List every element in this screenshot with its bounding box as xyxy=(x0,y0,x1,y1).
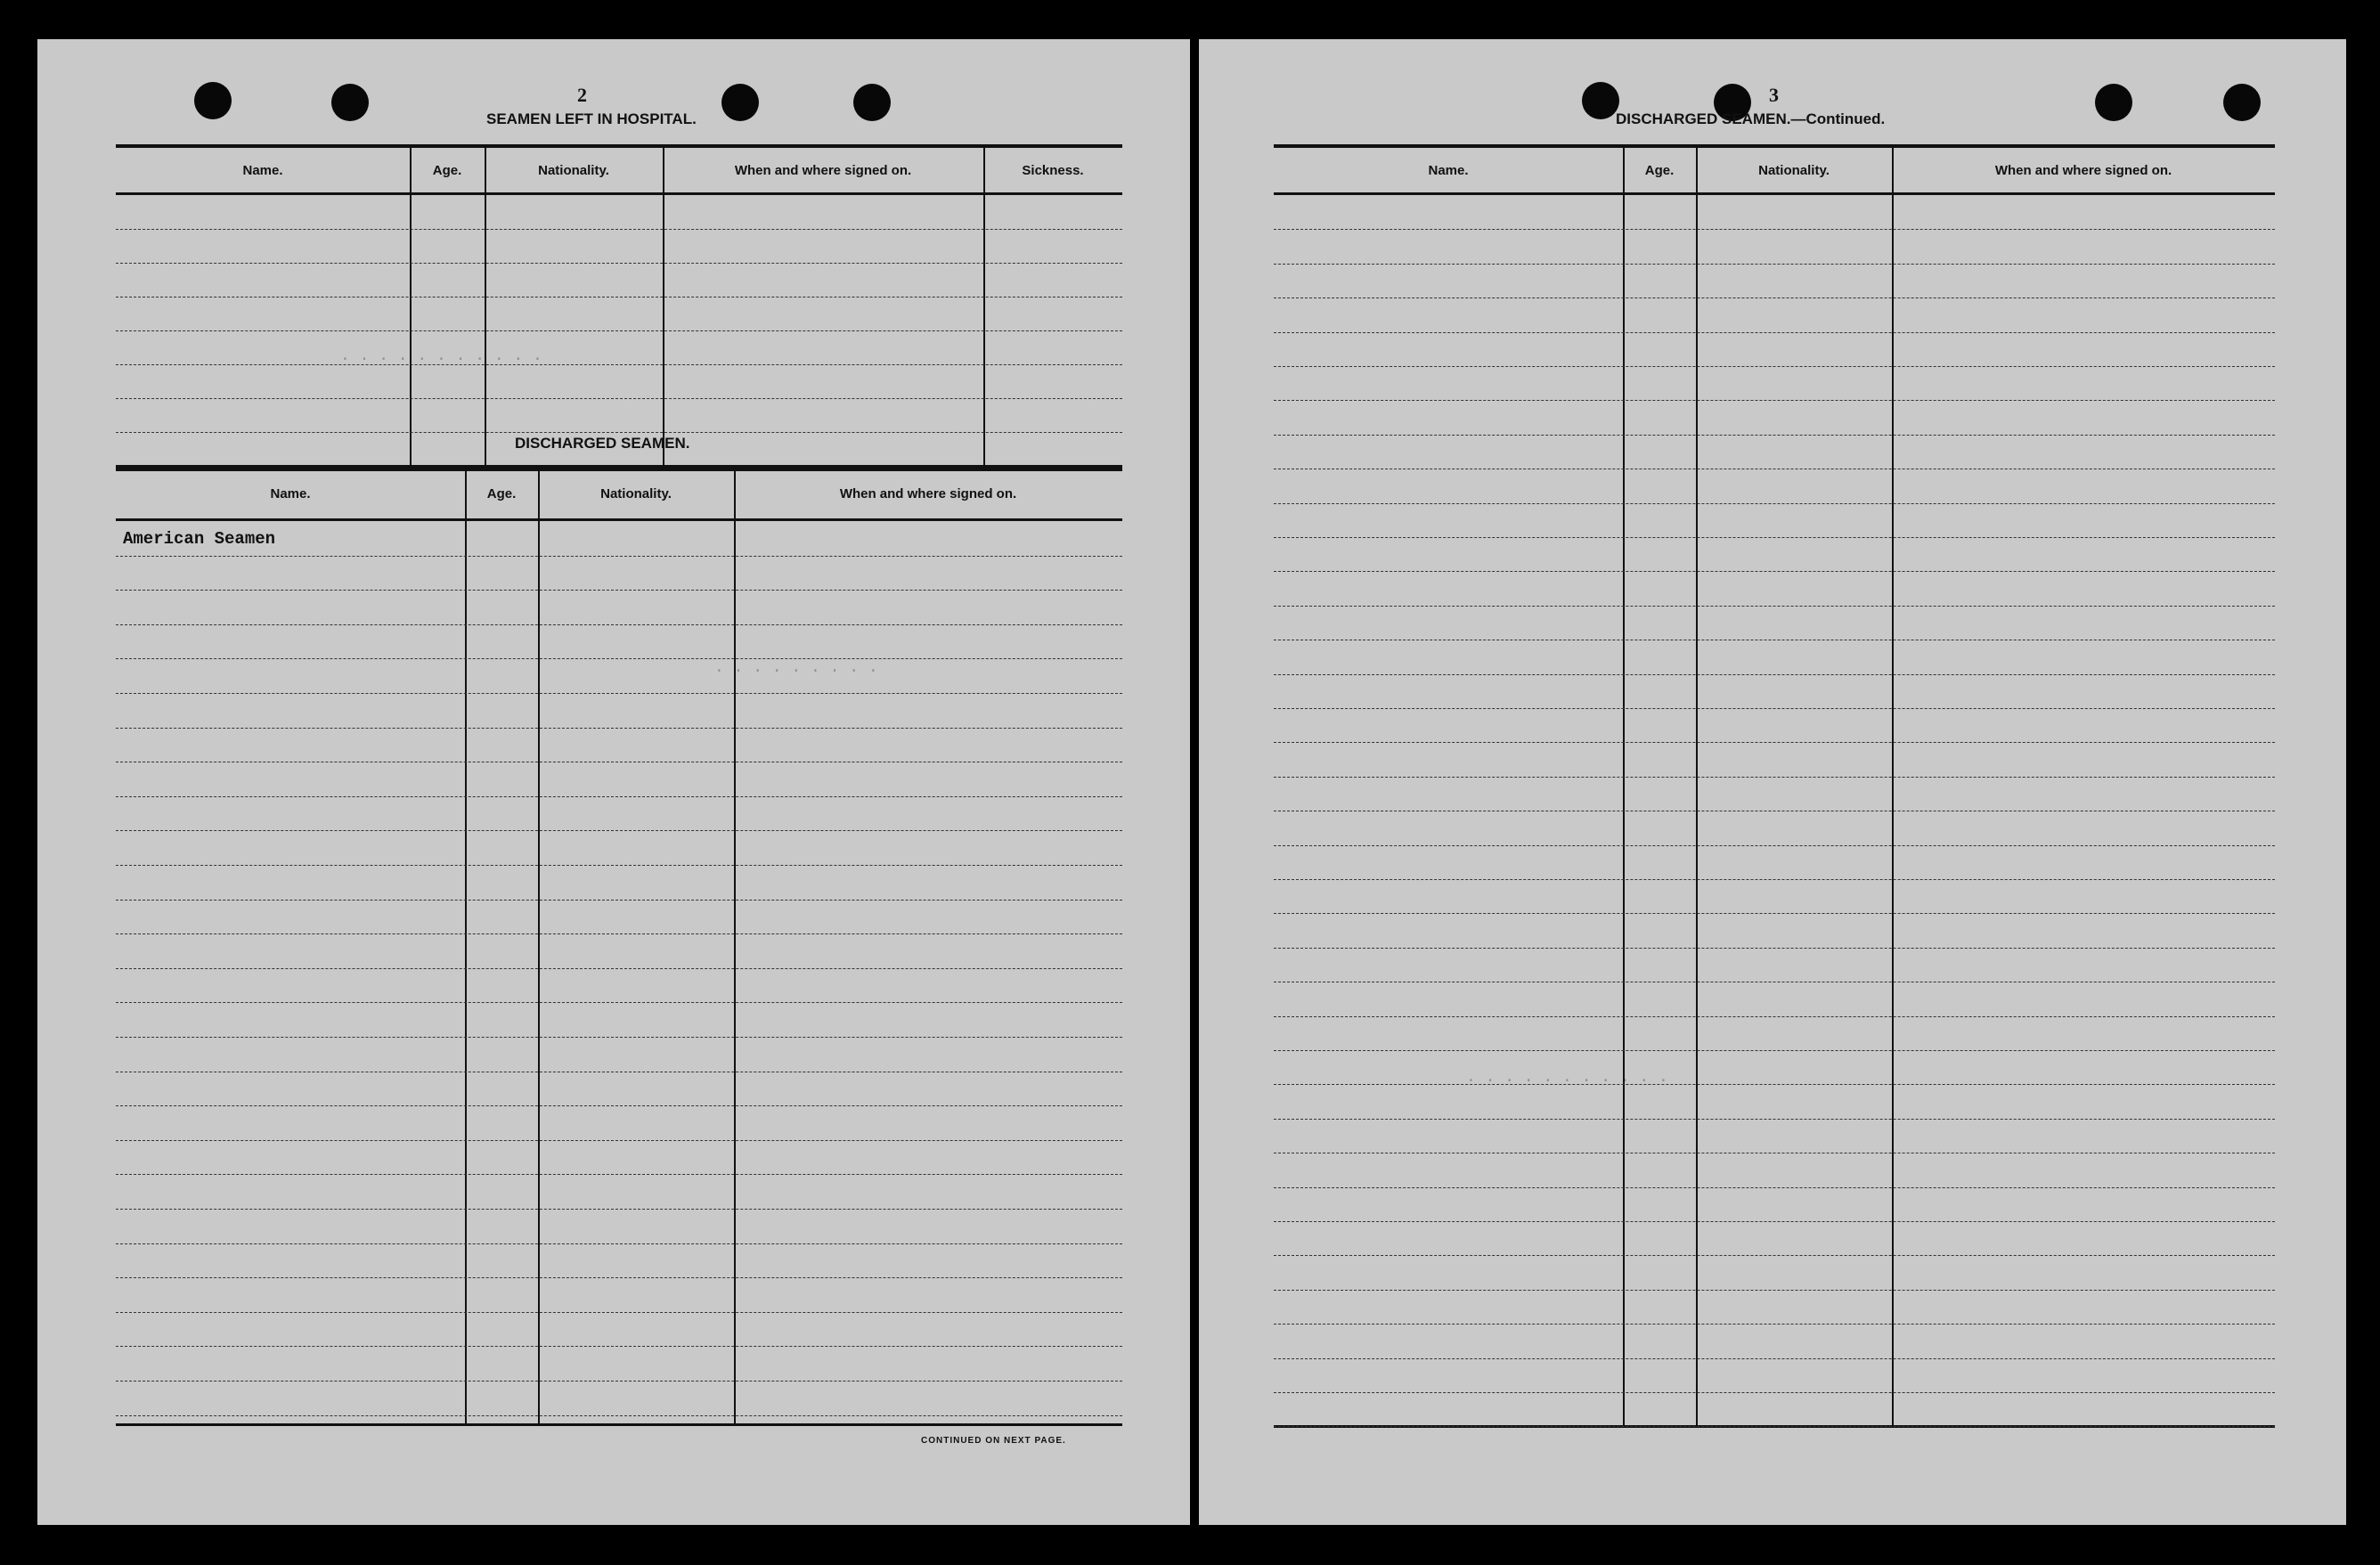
col-nationality-header: Nationality. xyxy=(1758,162,1830,178)
col-signed-on-header: When and where signed on. xyxy=(839,485,1017,501)
bleed-through: · · · · · · · · · · · xyxy=(340,351,542,369)
col-age-header: Age. xyxy=(486,485,517,501)
col-name-header: Name. xyxy=(270,485,311,501)
bleed-through: · · · · · · · · · xyxy=(714,663,878,681)
col-name-header: Name. xyxy=(1428,162,1469,178)
discharged-continued-title: DISCHARGED SEAMEN.—Continued. xyxy=(1616,110,1886,127)
page-number: 2 xyxy=(577,84,587,106)
col-signed-on-header: When and where signed on. xyxy=(1994,162,2172,178)
table-row xyxy=(116,521,1122,1416)
discharged-table-header xyxy=(116,469,1122,521)
col-nationality-header: Nationality. xyxy=(538,162,609,178)
col-nationality-header: Nationality. xyxy=(600,485,672,501)
right-page xyxy=(1199,39,2346,1525)
discharged-continued-table xyxy=(1274,144,2275,1428)
discharged-continued-rows xyxy=(1274,195,2275,1425)
col-sickness-header: Sickness. xyxy=(1022,162,1084,178)
punch-hole xyxy=(2095,84,2132,121)
punch-hole xyxy=(1582,82,1619,119)
discharged-section-title: DISCHARGED SEAMEN. xyxy=(515,435,690,452)
left-page xyxy=(37,39,1190,1525)
table-row xyxy=(116,195,1122,433)
table-row xyxy=(1274,195,2275,1427)
col-signed-on-header: When and where signed on. xyxy=(734,162,912,178)
punch-hole xyxy=(853,84,891,121)
page-number: 3 xyxy=(1769,84,1779,106)
punch-hole xyxy=(2223,84,2261,121)
punch-hole xyxy=(194,82,232,119)
discharged-rows xyxy=(116,521,1122,1423)
punch-hole xyxy=(721,84,759,121)
col-age-header: Age. xyxy=(1644,162,1675,178)
col-name-header: Name. xyxy=(242,162,283,178)
col-age-header: Age. xyxy=(432,162,462,178)
discharged-entry: American Seamen xyxy=(123,529,276,549)
continued-note: CONTINUED ON NEXT PAGE. xyxy=(921,1436,1066,1446)
hospital-table xyxy=(116,144,1122,471)
hospital-rows xyxy=(116,195,1122,469)
hospital-section-title: SEAMEN LEFT IN HOSPITAL. xyxy=(486,110,697,127)
discharged-continued-header xyxy=(1274,148,2275,195)
hospital-table-header xyxy=(116,148,1122,195)
discharged-table xyxy=(116,465,1122,1426)
bleed-through: · · · · · · · · · · · xyxy=(1466,1072,1668,1090)
punch-hole xyxy=(331,84,369,121)
